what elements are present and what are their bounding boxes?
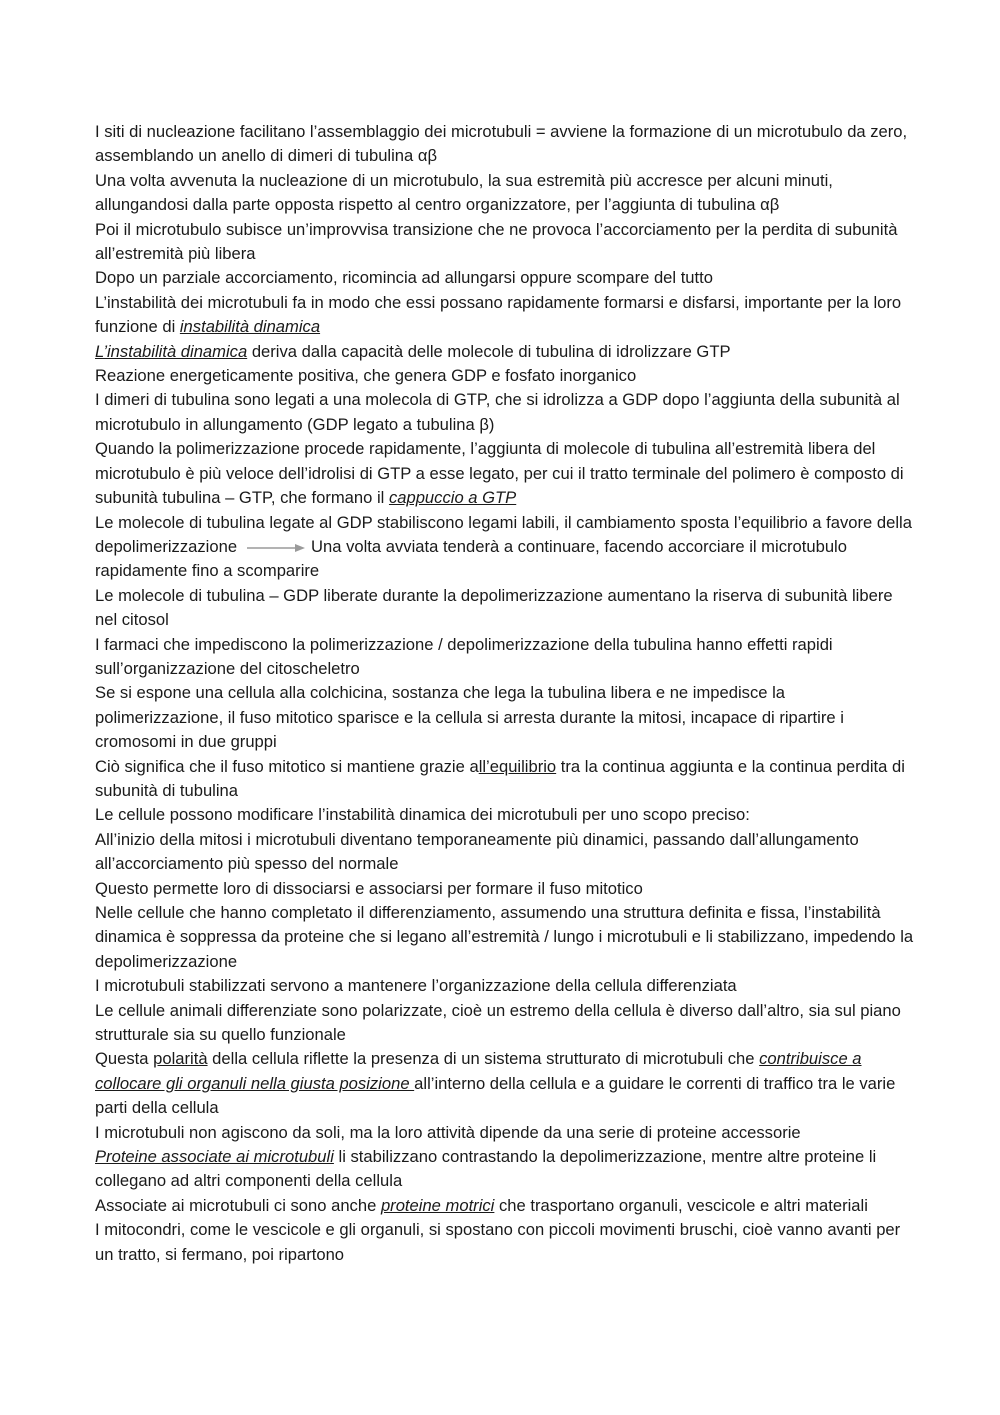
paragraph: [95, 974, 915, 998]
text-run: L’instabilità dei microtubuli fa in modo che essi possano rapidamente formarsi e disfarsi, importante per la loro funzione di: [95, 292, 902, 337]
text-run: I farmaci che impediscono la polimerizzazione / depolimerizzazione della tubulina hanno effetti rapidi sull’organizzazione del citoscheletro: [95, 634, 833, 678]
paragraph: [95, 364, 915, 388]
text-run: Le cellule possono modificare l’instabilità dinamica dei microtubuli per uno scopo preciso:: [95, 805, 750, 825]
paragraph: [95, 1121, 915, 1145]
emphasized-text: cappuccio a GTP: [388, 488, 517, 508]
emphasized-text: contribuisce a collocare gli organuli nella giusta posizione: [95, 1049, 862, 1093]
text-run: della cellula riflette la presenza di un sistema strutturato di microtubuli che: [207, 1049, 760, 1069]
paragraph: [95, 437, 915, 510]
text-run: I mitocondri, come le vescicole e gli organuli, si spostano con piccoli movimenti bruschi, cioè vanno avanti per un tratto, si fermano, poi ripartono: [95, 1220, 901, 1264]
paragraph: [95, 828, 915, 877]
document-page: [95, 120, 915, 1267]
paragraph: [95, 169, 915, 218]
paragraph: [95, 511, 915, 584]
paragraph: [95, 388, 915, 437]
emphasized-text: polarità: [153, 1049, 208, 1069]
paragraph: [95, 901, 915, 974]
text-run: all’interno della cellula e a guidare le correnti di traffico tra le varie parti della cellula: [95, 1073, 896, 1118]
text-run: Le molecole di tubulina – GDP liberate durante la depolimerizzazione aumentano la riserva di subunità libere nel citosol: [95, 585, 893, 630]
emphasized-text: instabilità dinamica: [179, 317, 321, 337]
text-run: I siti di nucleazione facilitano l’assemblaggio dei microtubuli = avviene la formazione di un microtubulo da zero, assemblando un anello di dimeri di tubulina αβ: [95, 122, 908, 166]
text-run: Quando la polimerizzazione procede rapidamente, l’aggiunta di molecole di tubulina all’estremità libera del microtubulo è più veloce dell’idrolisi di GTP a esse legato, per cui il tratto terminale del polimero è composto di subunità tubulina – GTP, che formano il: [95, 439, 904, 508]
text-run: deriva dalla capacità delle molecole di tubulina di idrolizzare GTP: [247, 341, 731, 361]
paragraph: [95, 1218, 915, 1267]
text-run: Le cellule animali differenziate sono polarizzate, cioè un estremo della cellula è diverso dall’altro, sia sul piano strutturale sia su quello funzionale: [95, 1000, 901, 1045]
paragraph: [95, 340, 915, 364]
paragraph: [95, 1145, 915, 1194]
text-run: Reazione energeticamente positiva, che genera GDP e fosfato inorganico: [95, 366, 637, 386]
paragraph: [95, 1194, 915, 1218]
text-run: tra la continua aggiunta e la continua perdita di subunità di tubulina: [95, 756, 905, 800]
paragraph: [95, 755, 915, 804]
paragraph: [95, 999, 915, 1048]
paragraph: [95, 218, 915, 267]
text-run: Ciò significa che il fuso mitotico si mantiene grazie a: [95, 756, 479, 776]
text-run: Una volta avvenuta la nucleazione di un microtubulo, la sua estremità più accresce per alcuni minuti, allungandosi dalla parte opposta rispetto al centro organizzatore, per l’aggiunta di tubulina αβ: [95, 170, 833, 215]
emphasized-text: proteine motrici: [380, 1195, 495, 1215]
text-run: Nelle cellule che hanno completato il differenziamento, assumendo una struttura definita e fissa, l’instabilità dinamica è soppressa da proteine che si legano all’estremità / lungo i microtubuli e li stabilizzano, impedendo la depolimerizzazione: [95, 903, 914, 971]
paragraph: [95, 633, 915, 682]
text-run: Associate ai microtubuli ci sono anche: [95, 1195, 381, 1215]
right-arrow-icon: [247, 543, 305, 553]
paragraph: [95, 120, 915, 169]
paragraph: [95, 1047, 915, 1120]
paragraph: [95, 291, 915, 340]
text-run: I microtubuli stabilizzati servono a mantenere l’organizzazione della cellula differenziata: [95, 976, 737, 996]
paragraph: [95, 584, 915, 633]
paragraph: [95, 681, 915, 754]
text-run: Questa: [95, 1049, 154, 1069]
text-run: Le molecole di tubulina legate al GDP stabiliscono legami labili, il cambiamento sposta l’equilibrio a favore della depolimerizzazione: [95, 512, 912, 556]
text-run: Poi il microtubulo subisce un’improvvisa transizione che ne provoca l’accorciamento per la perdita di subunità all’estremità più libera: [95, 219, 898, 264]
paragraph: [95, 266, 915, 290]
text-run: I dimeri di tubulina sono legati a una molecola di GTP, che si idrolizza a GDP dopo l’aggiunta della subunità al microtubulo in allungamento (GDP legato a tubulina β): [95, 390, 900, 434]
text-run: Se si espone una cellula alla colchicina, sostanza che lega la tubulina libera e ne impedisce la polimerizzazione, il fuso mitotico sparisce e la cellula si arresta durante la mitosi, incapace di ripartire i cromosomi in due gruppi: [95, 683, 844, 752]
paragraph: [95, 877, 915, 901]
emphasized-text: L’instabilità dinamica: [95, 341, 248, 361]
emphasized-text: Proteine associate ai microtubuli: [95, 1147, 334, 1167]
text-run: Una volta avviata tenderà a continuare, facendo accorciare il microtubulo rapidamente fino a scomparire: [95, 536, 847, 581]
text-run: che trasportano organuli, vescicole e altri materiali: [494, 1195, 868, 1215]
text-run: Questo permette loro di dissociarsi e associarsi per formare il fuso mitotico: [95, 878, 643, 898]
text-run: li stabilizzano contrastando la depolimerizzazione, mentre altre proteine li collegano ad altri componenti della cellula: [95, 1147, 877, 1191]
text-run: I microtubuli non agiscono da soli, ma la loro attività dipende da una serie di proteine accessorie: [95, 1122, 801, 1142]
emphasized-text: ll’equilibrio: [478, 756, 557, 776]
text-run: Dopo un parziale accorciamento, ricomincia ad allungarsi oppure scompare del tutto: [95, 268, 713, 288]
paragraph: [95, 803, 915, 827]
text-run: All’inizio della mitosi i microtubuli diventano temporaneamente più dinamici, passando dall’allungamento all’accorciamento più spesso del normale: [95, 829, 859, 874]
